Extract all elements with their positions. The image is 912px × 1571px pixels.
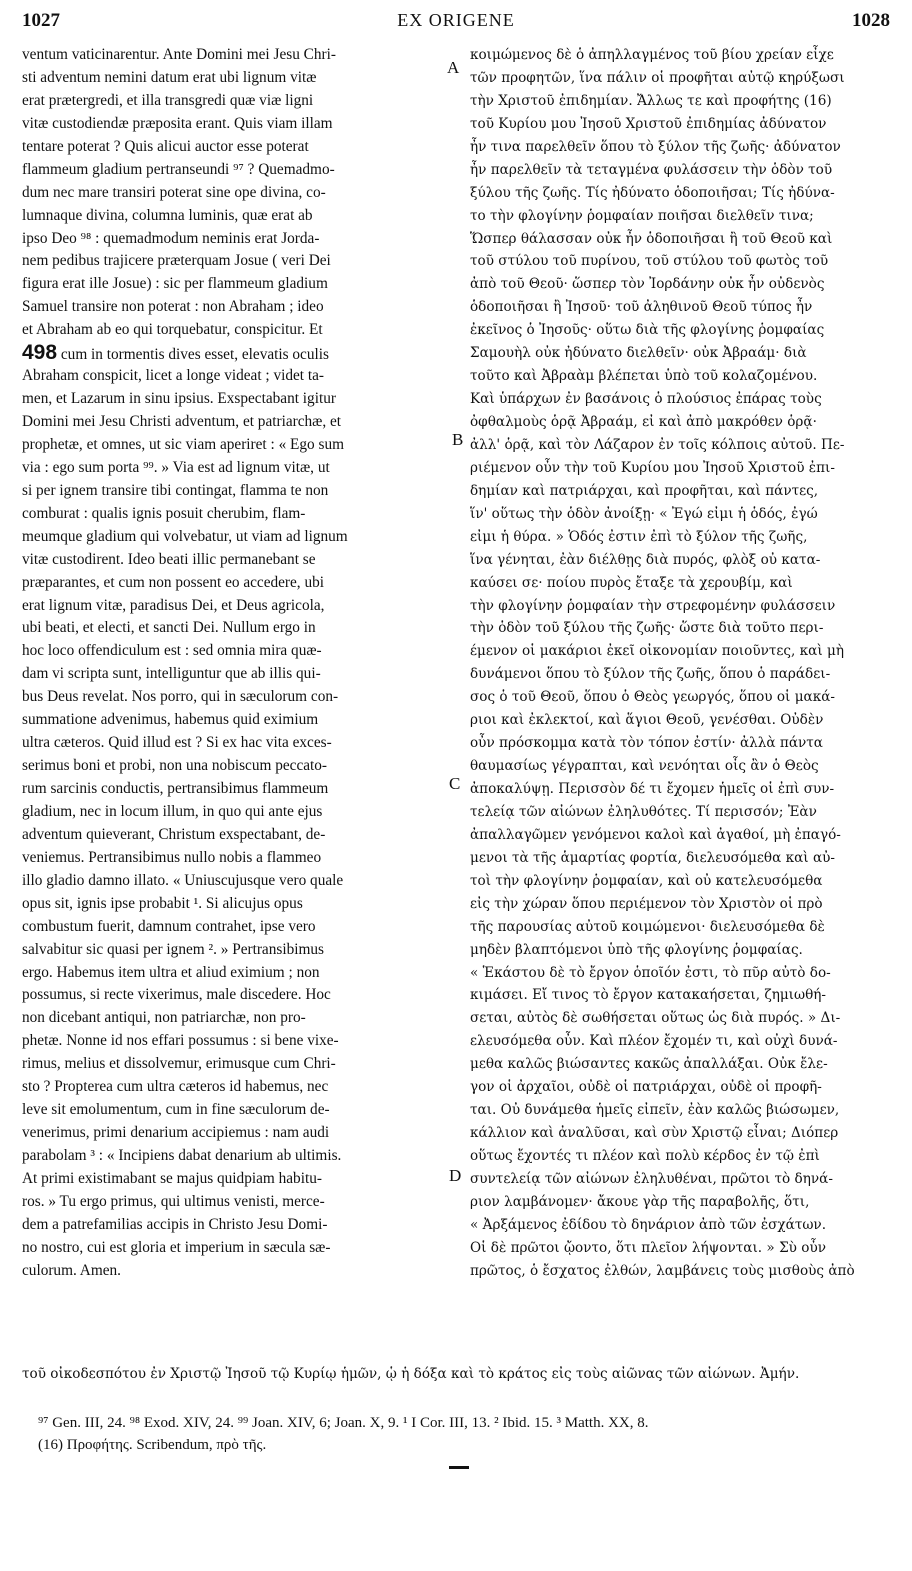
greek-line: τοῦ στύλου τοῦ πυρίνου, τοῦ στύλου τοῦ φωτὸς τοῦ [470,253,829,270]
greek-line: έμενον οἱ μακάριοι ἐκεῖ οἰκονομίαν ποιοῦντες, καὶ μὴ [470,643,844,660]
margin-marker-c: C [449,774,461,793]
greek-line: ριον λαμβάνομεν· ἄκουε γὰρ τῆς παραβολῆς, ὅτι, [470,1193,810,1210]
latin-line: parabolam ³ : « Incipiens dabat denarium ab ultimis. [22,1147,342,1164]
latin-line: præparantes, et cum non possent eo accedere, ubi [22,573,325,591]
greek-line: γον οἱ ἀρχαῖοι, οὐδὲ οἱ πατριάρχαι, οὐδὲ οἱ προφῆ- [470,1079,822,1096]
greek-line: ἐκεῖνος ὁ Ἰησοῦς· οὕτω διὰ τῆς φλογίνης ῥομφαίας [470,322,825,339]
right-page-number: 1028 [852,10,890,31]
latin-line: nem pedibus trajicere præterquam Josue ( veri Dei [22,252,331,270]
latin-column [22,44,442,1283]
latin-line: opus sit, ignis ipse probabit ¹. Si alicujus opus [22,894,303,912]
latin-line: Abraham conspicit, licet a longe videat ; videt ta- [22,367,325,385]
latin-line: via : ego sum porta ⁹⁹. » Via est ad lignum vitæ, ut [22,458,330,476]
latin-line: figura erat ille Josue) : sic per flammeum gladium [22,275,328,293]
greek-line: κιμάσει. Εἴ τινος τὸ ἔργον κατακαήσεται, ζημιωθή- [470,987,827,1004]
latin-line: no nostro, cui est gloria et imperium in sæcula sæ- [22,1238,331,1256]
latin-line: phetæ. Nonne id nos effari possumus : si bene vixe- [22,1032,339,1050]
latin-line: combustum fuerit, damnum contrahet, ipse vero [22,917,316,935]
greek-line: ἦν παρελθεῖν τὰ τεταγμένα φυλάσσειν τὴν ὁδὸν τοῦ [470,161,833,178]
latin-line: bus Deus revelat. Nos porro, qui in sæculorum con- [22,688,339,706]
greek-line: τοῦ Κυρίου μου Ἰησοῦ Χριστοῦ ἐπιδημίας ἀδύνατον [470,115,827,132]
greek-line: το τὴν φλογίνην ῥομφαίαν ποιῆσαι διελθεῖν τινα; [470,207,814,224]
greek-line: εἰμι ἡ θύρα. » Ὁδός ἐστιν ἐπὶ τὸ ξύλον τῆς ζωῆς, [470,528,808,545]
latin-line: summatione advenimus, habemus quid eximium [22,711,319,729]
greek-line: πρῶτος, ὁ ἔσχατος ἐλθών, λαμβάνεις τοὺς μισθοὺς ἀπὸ [470,1262,855,1279]
latin-line: At primi existimabant se majus quidpiam habitu- [22,1169,322,1187]
greek-line: μενοι τὰ τῆς ἁμαρτίας φορτία, διελευσόμεθα καὶ αὐ- [470,849,835,866]
greek-line: ελευσόμεθα οὖν. Καὶ πλέον ἔχομέν τι, καὶ οὐχὶ δυνά- [470,1033,838,1050]
latin-line: Domini mei Jesu Christi adventum, et patriarchæ, et [22,413,342,430]
greek-line: οὕτως ἔχοντές τι πλέον καὶ πολὺ κέρδος ἐν τῷ ἐπὶ [470,1148,820,1164]
latin-line: ventum vaticinarentur. Ante Domini mei Jesu Chri- [22,46,336,63]
latin-line: dam vi scripta sunt, intelliguntur que ab illis qui- [22,665,321,683]
greek-line: ἦν τινα παρελθεῖν ὅπου τὸ ξύλον τῆς ζωῆς· ἀδύνατον [470,138,841,155]
latin-line: ubi beati, et electi, et sancti Dei. Nullum ergo in [22,619,316,637]
closing-greek-line: τοῦ οἰκοδεσπότου ἐν Χριστῷ Ἰησοῦ τῷ Κυρίῳ ἡμῶν, ᾧ ἡ δόξα καὶ τὸ κράτος εἰς τοὺς αἰῶνας τῶν αἰώνων. Ἀμήν. [22,1366,800,1382]
greek-line: τοῦτο καὶ Ἀβραὰμ βλέπεται ὑπὸ τοῦ κολαζομένου. [470,368,818,385]
greek-line: « Ἀρξάμενος ἐδίδου τὸ δηνάριον ἀπὸ τῶν ἐσχάτων. [470,1216,827,1233]
latin-line: ipso Deo ⁹⁸ : quemadmodum neminis erat Jorda- [22,229,320,247]
greek-line: ται. Οὐ δυνάμεθα ἡμεῖς εἰπεῖν, ἐὰν καλῶς βιώσωμεν, [470,1102,840,1119]
greek-line: ἀπαλλαγῶμεν γενόμενοι καλοὶ καὶ ἀγαθοί, μὴ ἐπαγό- [470,826,841,843]
latin-line: et Abraham ab eo qui torquebatur, conspicitur. Et [22,321,323,339]
latin-line: illo gladio damno illato. « Uniuscujusque vero quale [22,871,344,889]
greek-line: ἀποκαλύψῃ. Περισσὸν δέ τι ἔχομεν ἡμεῖς οἱ ἐπὶ συν- [470,781,835,797]
footnote-references: ⁹⁷ Gen. III, 24. ⁹⁸ Exod. XIV, 24. ⁹⁹ Joan. XIV, 6; Joan. X, 9. ¹ I Cor. III, 13. ² Ibid. 15. ³ Matth. XX, 8. [38,1415,649,1431]
greek-line: ἵν' οὕτως τὴν ὁδὸν ἀνοίξῃ· « Ἐγώ εἰμι ἡ ὁδός, ἐγώ [470,505,818,522]
latin-line: rum sarcinis conductis, pertransibimus flammeum [22,780,329,797]
latin-line [22,342,442,365]
greek-column [470,44,895,1283]
margin-marker-a: A [447,58,460,77]
greek-line: δυνάμενοι ὅπου τὸ ξύλον τῆς ζωῆς, ὅπου ὁ παράδει- [470,666,831,683]
greek-line: Οἱ δὲ πρῶτοι ᾤοντο, ὅτι πλεῖον λήψονται. » Σὺ οὖν [470,1239,826,1256]
latin-line: gladium, nec in locum illum, in quo qui ante ejus [22,802,323,820]
latin-line: men, et Lazarum in sinu ipsius. Exspectabant igitur [22,390,336,408]
greek-line: εἰς τὴν χώραν ὅπου περιέμενον τὸν Χριστὸν οἱ πρὸ [470,895,823,912]
greek-line: ἵνα γένηται, ἐὰν διέλθῃς διὰ πυρός, φλὸξ οὐ κατα- [470,551,821,568]
running-title: EX ORIGENE [397,10,515,30]
greek-line: τοὶ τὴν φλογίνην ῥομφαίαν, καὶ οὐ κατελευσόμεθα [470,872,823,889]
latin-line: culorum. Amen. [22,1261,121,1279]
footnote-critical: (16) Προφήτης. Scribendum, πρὸ τῆς. [38,1437,267,1453]
page-header [22,10,890,38]
latin-line: ultra cæteros. Quid illud est ? Si ex hac vita exces- [22,734,332,752]
greek-line: ἀλλ' ὁρᾷ, καὶ τὸν Λάζαρον ἐν τοῖς κόλποις αὐτοῦ. Πε- [470,436,845,453]
latin-line: ergo. Habemus item ultra et aliud eximium ; non [22,963,320,981]
latin-line: ros. » Tu ergo primus, qui ultimus venisti, merce- [22,1192,325,1210]
greek-line: Ὥσπερ θάλασσαν οὐκ ἦν ὁδοποιῆσαι ἢ τοῦ Θεοῦ καὶ [470,230,833,247]
greek-line: ἀπὸ τοῦ Θεοῦ· ὥσπερ τὸν Ἰορδάνην οὐκ ἦν οὐδενὸς [470,276,825,293]
latin-line: non dicebant antiqui, non patriarchæ, non pro- [22,1009,306,1027]
greek-line: οὖν πρόσκομμα κατὰ τὸν τόπον ἐστίν· ἀλλὰ πάντα [470,735,823,752]
end-dash [449,1466,469,1469]
latin-line: dem a patrefamilias accipis in Christo Jesu Domi- [22,1215,328,1233]
latin-line: lumnaque divina, columna luminis, quæ erat ab [22,206,313,224]
latin-line: vitæ custodiendæ præposita erant. Quis viam illam [22,114,333,132]
latin-line: comburat : qualis ignis posuit cherubim, flam- [22,504,306,522]
greek-line: συντελείᾳ τῶν αἰώνων ἐληλυθέναι, πρῶτοι τὸ δηνά- [470,1170,833,1187]
greek-line: τὴν Χριστοῦ ἐπιδημίαν. Ἄλλως τε καὶ προφήτης (16) [470,92,832,109]
latin-line: hoc loco offendiculum est : sed omnia mira quæ- [22,642,322,660]
latin-line: Samuel transire non poterat : non Abraham ; ideo [22,298,324,316]
latin-line: vitæ custodirent. Ideo beati illic permanebant se [22,550,316,568]
greek-line: ξύλου τῆς ζωῆς. Τίς ἠδύνατο ὁδοποιῆσαι; Τίς ἠδύνα- [470,184,835,201]
latin-line: serimus boni et probi, non una nobiscum peccato- [22,757,328,775]
latin-line: flammeum gladium pertranseundi ⁹⁷ ? Quemadmo- [22,160,335,178]
greek-line: « Ἑκάστου δὲ τὸ ἔργον ὁποῖόν ἐστι, τὸ πῦρ αὐτὸ δο- [470,964,831,981]
greek-line: τῶν προφητῶν, ἵνα πάλιν οἱ προφῆται αὐτῷ κηρύξωσι [470,69,845,86]
greek-line: μεθα καλῶς βιώσαντες κακῶς ἀπαλλάξαι. Οὐκ ἔλε- [470,1056,828,1073]
greek-line: ριέμενον οὖν τὴν τοῦ Κυρίου μου Ἰησοῦ Χριστοῦ ἐπι- [470,459,835,476]
greek-line: μηδὲν βλαπτόμενοι ὑπὸ τῆς φλογίνης ῥομφαίας. [470,941,803,958]
latin-line: sto ? Propterea cum ultra cæteros id habemus, nec [22,1078,329,1096]
greek-line: σος ὁ τοῦ Θεοῦ, ὅπου ὁ Θεὸς γεωργός, ὅπου οἱ μακά- [470,689,835,706]
latin-line: dum nec mare transiri poterat sine ope divina, co- [22,183,326,201]
latin-line-text: cum in tormentis dives esset, elevatis oculis [60,346,329,364]
greek-line: τὴν φλογίνην ῥομφαίαν τὴν στρεφομένην φυλάσσειν [470,597,836,614]
greek-line: ὀφθαλμοὺς ὁρᾷ Ἀβραάμ, εἰ καὶ ἀπὸ μακρόθεν ὁρᾷ· [470,414,817,430]
latin-line: salvabitur sic quasi per ignem ². » Pertransibimus [22,940,324,958]
greek-line: τελείᾳ τῶν αἰώνων ἐληλυθότες. Τί περισσόν; Ἐὰν [470,803,817,820]
latin-line: rimus, melius et dissolvemur, erimusque cum Chri- [22,1055,336,1073]
latin-line: sti adventum nemini datum erat ubi lignum vitæ [22,68,317,86]
left-page-number: 1027 [22,10,60,31]
greek-line: Σαμουὴλ οὐκ ἠδύνατο διελθεῖν· οὐκ Ἀβραάμ· διὰ [470,345,807,362]
latin-line: adventum quieverant, Christum exspectabant, de- [22,825,326,843]
latin-line: erat prætergredi, et illa transgredi quæ viæ ligni [22,91,314,109]
greek-line: ριοι καὶ ἐκλεκτοί, καὶ ἅγιοι Θεοῦ, γενέσθαι. Οὐδὲν [470,712,824,729]
latin-line: leve sit emolumentum, cum in fine sæculorum de- [22,1101,330,1119]
latin-line: si per ignem transire tibi contingat, flamma te non [22,481,329,499]
latin-line: possumus, si recte vixerimus, male discedere. Hoc [22,986,331,1004]
greek-line: καύσει σε· ποίου πυρὸς ἔταξε τὰ χερουβίμ, καὶ [470,574,793,591]
greek-line: τῆς παρουσίας αὐτοῦ κοιμώμενοι· διελευσόμεθα δὲ [470,918,825,935]
greek-line: κοιμώμενος δὲ ὁ ἀπηλλαγμένος τοῦ βίου χρείαν εἶχε [470,47,834,63]
greek-line: τὴν ὁδὸν τοῦ ξύλου τῆς ζωῆς· ὥστε διὰ τοῦτο περι- [470,620,824,637]
latin-line: prophetæ, et omnes, ut sic viam aperiret : « Ego sum [22,435,345,453]
margin-marker-d: D [449,1166,462,1185]
latin-line: veniemus. Pertransibimus nullo nobis a flammeo [22,848,322,866]
greek-line: κάλλιον καὶ ἀναλῦσαι, καὶ σὺν Χριστῷ εἶναι; Διόπερ [470,1125,839,1142]
latin-line: erat lignum vitæ, paradisus Dei, et Deus agricola, [22,596,325,614]
latin-line: venerimus, primi denarium accipiemus : nam audi [22,1124,330,1142]
margin-marker-b: B [452,430,464,449]
greek-line: ὁδοποιῆσαι ἢ Ἰησοῦ· τοῦ ἀληθινοῦ Θεοῦ τύπος ἦν [470,299,813,316]
latin-line: tentare poterat ? Quis alicui auctor esse poterat [22,137,309,155]
greek-line: σεται, αὐτὸς δὲ σωθήσεται οὕτως ὡς διὰ πυρός. » Δι- [470,1010,841,1027]
greek-line: θαυμασίως γέγραπται, καὶ νενόηται οἷς ἂν ὁ Θεὸς [470,758,819,775]
latin-line: meumque gladium qui volvebatur, ut viam ad lignum [22,527,348,545]
greek-line: Καὶ ὑπάρχων ἐν βασάνοις ὁ πλούσιος ἐπάρας τοὺς [470,391,822,408]
footnotes [38,1412,898,1456]
greek-line: δημίαν καὶ πατριάρχαι, καὶ προφῆται, καὶ πάντες, [470,482,819,499]
inline-page-number: 498 [22,342,58,365]
